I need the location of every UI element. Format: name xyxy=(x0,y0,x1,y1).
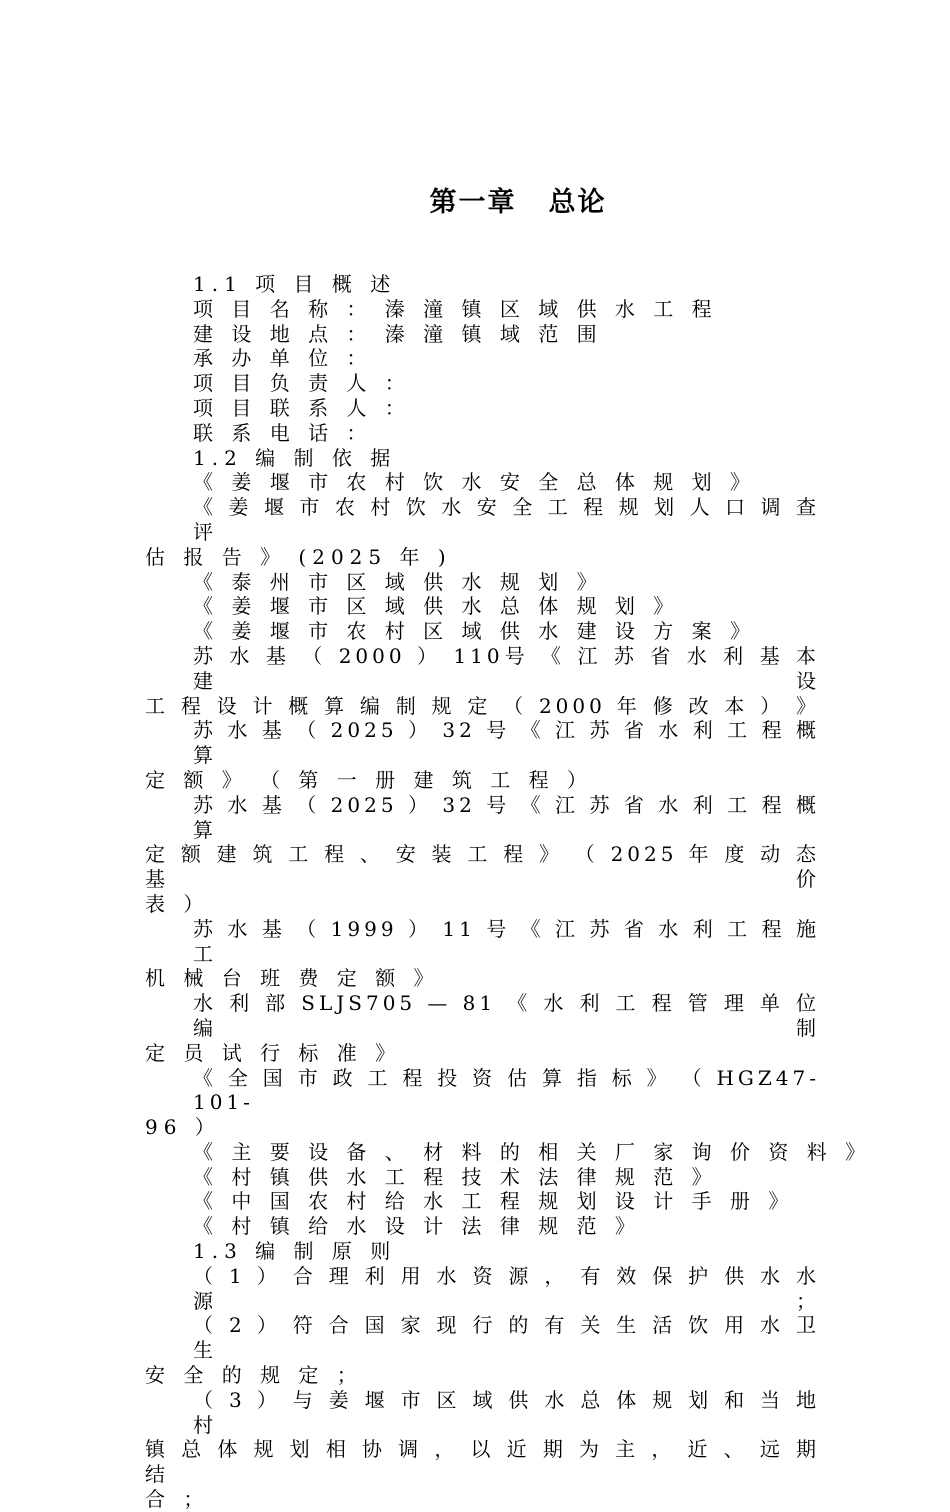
text-line: 建 设 地 点 ： 溱 潼 镇 域 范 围 xyxy=(193,321,603,346)
text-line: 苏 水 基 （ 1999 ） 11 号 《 江 苏 省 水 利 工 程 施 工 xyxy=(193,916,820,966)
text-line: 机 械 台 班 费 定 额 》 xyxy=(145,966,440,991)
text-line: 《 中 国 农 村 给 水 工 程 规 划 设 计 手 册 》 xyxy=(193,1189,795,1214)
text-line: 定 额 建 筑 工 程 、 安 装 工 程 》 （ 2025 年 度 动 态 基 价 xyxy=(145,842,820,892)
text-line: 《 姜 堰 市 区 域 供 水 总 体 规 划 》 xyxy=(193,594,680,619)
text-line: 表 ） xyxy=(145,891,210,916)
text-line: 定 额 》 （ 第 一 册 建 筑 工 程 ） xyxy=(145,767,593,792)
text-line: 《 全 国 市 政 工 程 投 资 估 算 指 标 》 （ HGZ47-101- xyxy=(193,1065,820,1115)
text-line: （ 2 ） 符 合 国 家 现 行 的 有 关 生 活 饮 用 水 卫 生 xyxy=(193,1313,820,1363)
text-line: 合 ； xyxy=(145,1487,210,1512)
text-line: （ 1 ） 合 理 利 用 水 资 源 ， 有 效 保 护 供 水 水 源 ； xyxy=(193,1263,820,1313)
text-line: （ 3 ） 与 姜 堰 市 区 域 供 水 总 体 规 划 和 当 地 村 xyxy=(193,1387,820,1437)
text-line: 《 姜 堰 市 农 村 饮 水 安 全 总 体 规 划 》 xyxy=(193,470,757,495)
text-line: 镇 总 体 规 划 相 协 调 ， 以 近 期 为 主 ， 近 、 远 期 结 xyxy=(145,1437,820,1487)
chapter-number: 第一章 xyxy=(429,187,517,218)
text-line: 1.3 编 制 原 则 xyxy=(193,1239,397,1264)
text-line: 水 利 部 SLJS705 — 81 《 水 利 工 程 管 理 单 位 编 制 xyxy=(193,991,820,1040)
chapter-name: 总论 xyxy=(548,187,607,218)
text-line: 《 村 镇 供 水 工 程 技 术 法 律 规 范 》 xyxy=(193,1164,718,1189)
text-line: 苏 水 基 （ 2000 ） 110号 《 江 苏 省 水 利 基 本 建 设 xyxy=(193,643,820,693)
text-line: 96 ） xyxy=(145,1115,221,1140)
text-line: 项 目 联 系 人 ： xyxy=(193,395,411,420)
text-line: 工 程 设 计 概 算 编 制 规 定 （ 2000 年 修 改 本 ） 》 xyxy=(145,693,820,718)
text-line: 1.2 编 制 依 据 xyxy=(193,445,397,470)
document-body xyxy=(145,272,872,1512)
text-line: 估 报 告 》 (2025 年 ) xyxy=(145,544,452,569)
text-line: 苏 水 基 （ 2025 ） 32 号 《 江 苏 省 水 利 工 程 概 算 xyxy=(193,792,820,842)
text-line: 《 姜 堰 市 农 村 饮 水 安 全 工 程 规 划 人 口 调 查 评 xyxy=(193,495,820,544)
text-line: 苏 水 基 （ 2025 ） 32 号 《 江 苏 省 水 利 工 程 概 算 xyxy=(193,718,820,768)
text-line: 《 姜 堰 市 农 村 区 域 供 水 建 设 方 案 》 xyxy=(193,619,757,644)
text-line: 定 员 试 行 标 准 》 xyxy=(145,1040,402,1065)
text-line: 安 全 的 规 定 ； xyxy=(145,1363,363,1388)
chapter-title xyxy=(0,180,950,219)
text-line: 项 目 名 称 ： 溱 潼 镇 区 域 供 水 工 程 xyxy=(193,296,718,321)
text-line: 项 目 负 责 人 ： xyxy=(193,371,411,396)
text-line: 1.1 项 目 概 述 xyxy=(193,272,397,296)
text-line: 《 主 要 设 备 、 材 料 的 相 关 厂 家 询 价 资 料 》 xyxy=(193,1139,872,1164)
text-line: 《 泰 州 市 区 域 供 水 规 划 》 xyxy=(193,569,603,594)
text-line: 《 村 镇 给 水 设 计 法 律 规 范 》 xyxy=(193,1214,641,1239)
text-line: 联 系 电 话 ： xyxy=(193,420,373,445)
text-line: 承 办 单 位 ： xyxy=(193,346,373,371)
